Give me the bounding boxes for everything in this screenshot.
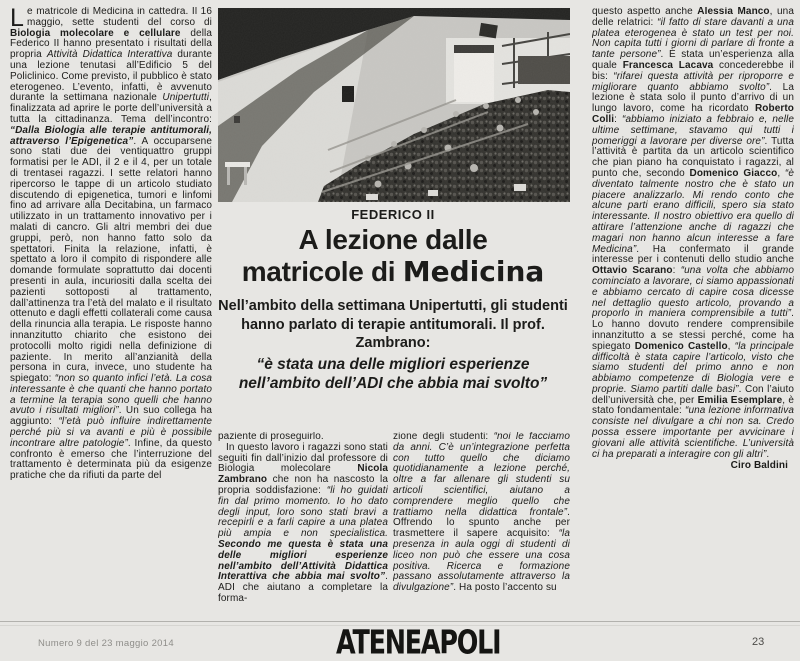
article-subtitle-quote: “è stata una delle migliori esperienze nell’ambito dell’ADI che abbia mai svolto” (238, 355, 548, 392)
issue-label: Numero 9 del 23 maggio 2014 (38, 638, 174, 649)
article-paragraph: questo aspetto anche Alessia Manco, una delle relatrici: “il fatto di stare davanti a una platea eterogenea è stato un test per noi. Non capita tutti i giorni di parlare di fronte a tante persone”. È stata un’esperienza alla quale Francesca Lacava concederebbe il bis: “rifarei questa attività per riproporre e migliorare quanto abbiamo svolto”. La lezione è stata solo il punto d’arrivo di un lungo lavoro, come ha ricordato Roberto Colli: “abbiamo iniziato a febbraio e, nelle ultime settimane, stavamo qui tutti i pomeriggi a lavorare per diverse ore”. Tutta l’attività è partita da un articolo scientifico che pian piano ha conquistato i ragazzi, al punto che, secondo Domenico Giacco, “è diventato talmente nostro che è stato un piacere analizzarlo. Mi rendo conto che alcune parti erano difficili, spero sia stato interessante. Il nostro obiettivo era quello di attirare l’attenzione anche di ragazzi che magari non hanno alcun interesse a fare Medicina”. Ha confermato il grande interesse per i contenuti dello studio anche Ottavio Scarano: “una volta che abbiamo cominciato a lavorare, ci siamo appassionati e abbiamo cercato di capire cosa dicesse nel dettaglio questo articolo, provando a proporlo in maniera comprensibile a tutti”. Lo hanno dovuto rendere comprensibile innanzitutto a se stessi perché, come ha spiegato Domenico Castello, “la principale difficoltà è stata capire l’articolo, visto che siamo studenti del primo anno e non abbiamo competenze di Biologia vere e proprie. Siamo partiti dalle basi”. Con l’aiuto dell’università che, per Emilia Esemplare, è stato fondamentale: “una lezione informativa consiste nel divulgare a chi non sa. Credo possa essere importante per avvicinare i giovani alle attività scientifiche. L’università ci ha preparati a interagire con gli altri”. (592, 7, 794, 460)
kicker: FEDERICO II (351, 207, 435, 222)
article-column-1 (10, 7, 212, 615)
article-text: e matricole di Medicina in cattedra. Il 16 maggio, sette studenti del corso di Biologia molecolare e cellulare della Federico II hanno presentato i risultati della propria Attività Didattica Interattiva durante una lezione tenutasi all’Edificio 5 del Policlinico. Come previsto, il pubblico è stato eterogeneo. L’evento, infatti, è avvenuto durante la settimana nazionale Unipertutti, finalizzata ad aprire le porte dell’università a tutta la cittadinanza. Tema dell’incontro: “Dalla Biologia alle terapie antitumorali, attraverso l’Epigenetica”. A occuparsene sono stati due dei ventiquattro gruppi formatisi per le ADI, il 2 e il 4, per un totale di trentasei ragazzi. I sette relatori hanno ripercorso le tappe di un articolo studiato discutendo di epigenetica, tumori e linfomi fino ad arrivare alla Decitabina, un farmaco utilizzato in un trattamento innovativo per i malati di cancro. Gli altri membri dei due gruppi, però, non hanno fatto solo da spettatori. Finita la relazione, infatti, è spettato a loro il compito di rispondere alle domande formulate soprattutto dai docenti presenti in aula, incuriositi dalla scelta dei pazienti sottoposti al trattamento, dall’attinenza tra l’età del malato e il risultato ottenuto e dagli effetti collaterali come causa della rinuncia alla terapia. Le risposte hanno innanzitutto chiarito che esistono dei protocolli molto rigidi nella definizione di paziente. In merito all’anzianità della persona in cura, invece, uno studente ha spiegato: “non so quanto infici l’età. La cosa interessante è che quanti che hanno portato a termine la terapia sono quelli che hanno avuto i risultati migliori”. Un suo collega ha aggiunto: “l’età può influire indirettamente perché più si va avanti e più è possibile incontrare altre patologie”. Infine, da questo confronto è emerso che l’interruzione del trattamento è determinata più da esigenze pratiche che da rifiuti da parte del (10, 7, 212, 482)
article-subtitle: Nell’ambito della settimana Unipertutti, gli studenti hanno parlato di terapie antitumorali. Il prof. Zambrano: (218, 298, 568, 351)
article-paragraph: paziente di proseguirlo. (218, 432, 324, 442)
article-paragraph: zione degli studenti: “noi le facciamo da anni. C’è un’integrazione perfetta con tutto quello che diciamo quotidianamente a lezione perché, oltre a far allenare gli studenti su articoli scientifici, aiutano a comprendere meglio quello che trattiamo nella didattica frontale”. Offrendo lo spunto anche per trasmettere il sapere acquisito: “la presenza in aula oggi di studenti di liceo non può che essere una cosa positiva. Ricerca e formazione passano assolutamente attraverso la divulgazione”. Ha posto l’accento su (393, 432, 570, 594)
title-line-2: matricole di Medicina (241, 255, 545, 288)
article-column-2 (218, 432, 388, 614)
article-paragraph (10, 7, 212, 482)
dropcap: L (10, 7, 25, 32)
lecture-hall-photo (218, 8, 570, 202)
article-column-4 (592, 7, 794, 615)
page-number: 23 (752, 636, 765, 648)
photo-grain (218, 8, 570, 202)
ateneapoli-logo: ATENEAPOLI (336, 624, 501, 661)
byline: Ciro Baldini (730, 460, 788, 472)
article-title (214, 224, 572, 288)
article-column-3 (393, 432, 570, 614)
article-paragraph: In questo lavoro i ragazzi sono stati seguiti fin dall’inizio dal professore di Biologia molecolare Nicola Zambrano che non ha nascosto la propria soddisfazione: “li ho guidati fin dal primo momento. Io ho dato degli input, loro sono stati bravi a recepirli e a farli capire a una platea più ampia e non specialistica. Secondo me questa è stata una delle migliori esperienze nell’ambito dell’Attività Didattica Interattiva che abbia mai svolto”. ADI che aiutano a completare la forma- (218, 441, 388, 604)
headline-block (214, 207, 572, 394)
title-line-1: A lezione dalle (298, 224, 488, 255)
